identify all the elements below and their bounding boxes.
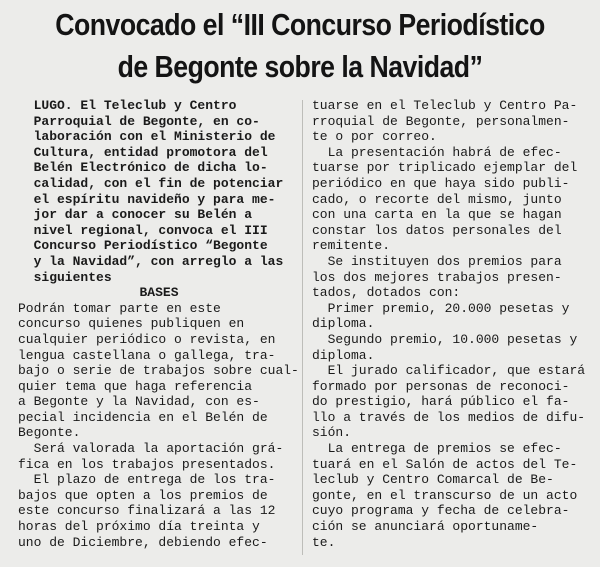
article-line: ción se anunciará oportuname- (312, 519, 539, 535)
article-line: siguientes (18, 269, 112, 285)
article-line: el espíritu navideño y para me- (18, 191, 276, 207)
article-line: quier tema que haga referencia (18, 378, 253, 394)
article-line: te. (312, 534, 336, 550)
article-line: tuará en el Salón de actos del Te- (312, 456, 578, 472)
article-line: Cultura, entidad promotora del (18, 144, 268, 160)
article-column-right (312, 98, 600, 550)
article-line: con una carta en la que se hagan (312, 207, 562, 223)
article-line: los dos mejores trabajos presen- (312, 269, 562, 285)
article-line: tados, dotados con: (312, 285, 461, 301)
article-line: a Begonte y la Navidad, con es- (18, 394, 260, 410)
article-line: horas del próximo día treinta y (18, 519, 260, 535)
article-line: calidad, con el fin de potenciar (18, 175, 284, 191)
article-line: bajos que opten a los premios de (18, 487, 268, 503)
article-line: te o por correo. (312, 129, 437, 145)
article-line: fica en los trabajos presentados. (18, 456, 276, 472)
article-line: tuarse por triplicado ejemplar del (312, 160, 578, 176)
article-line: sión. (312, 425, 352, 441)
article-line: formado por personas de reconoci- (312, 378, 570, 394)
article-line: Begonte. (18, 425, 81, 441)
headline (42, 4, 558, 88)
article-line: do prestigio, hará público el fa- (312, 394, 570, 410)
article-line: Parroquial de Begonte, en co- (18, 113, 260, 129)
article-line: rroquial de Begonte, personalmen- (312, 113, 570, 129)
article-line: tuarse en el Teleclub y Centro Pa- (312, 98, 578, 113)
article-line: laboración con el Ministerio de (18, 129, 276, 145)
article-line: cuyo programa y fecha de celebra- (312, 503, 570, 519)
article-line: Se instituyen dos premios para (312, 253, 562, 269)
article-line: pecial incidencia en el Belén de (18, 409, 268, 425)
article-line: este concurso finalizará a las 12 (18, 503, 276, 519)
article-line: leclub y Centro Comarcal de Be- (312, 472, 554, 488)
article-line: constar los datos personales del (312, 222, 562, 238)
article-line: La entrega de premios se efec- (312, 441, 562, 457)
article-line: cado, o recorte del mismo, junto (312, 191, 562, 207)
article-line: Concurso Periodístico “Begonte (18, 238, 268, 254)
column-divider (302, 100, 303, 555)
article-line: jor dar a conocer su Belén a (18, 207, 253, 223)
article-line: Podrán tomar parte en este (18, 300, 221, 316)
headline-line-1: Convocado el “III Concurso Periodístico (55, 7, 545, 42)
article-line: La presentación habrá de efec- (312, 144, 562, 160)
article-line: lengua castellana o gallega, tra- (18, 347, 276, 363)
article-line: uno de Diciembre, debiendo efec- (18, 534, 268, 550)
article-line: Primer premio, 20.000 pesetas y (312, 300, 570, 316)
headline-line-2: de Begonte sobre la Navidad” (117, 49, 483, 84)
article-line: LUGO. El Teleclub y Centro (18, 98, 237, 113)
article-line: y la Navidad”, con arreglo a las (18, 253, 284, 269)
article-line: diploma. (312, 347, 375, 363)
article-line: Segundo premio, 10.000 pesetas y (312, 331, 578, 347)
article-line: Será valorada la aportación grá- (18, 441, 284, 457)
article-line: El jurado calificador, que estará (312, 363, 586, 379)
article-line: Belén Electrónico de dicha lo- (18, 160, 268, 176)
article-line: bajo o serie de trabajos sobre cual- (18, 363, 299, 379)
article-line: concurso quienes publiquen en (18, 316, 245, 332)
article-line: gonte, en el transcurso de un acto (312, 487, 578, 503)
article-line: cualquier periódico o revista, en (18, 331, 276, 347)
article-line: periódico en que haya sido publi- (312, 175, 570, 191)
article-line: El plazo de entrega de los tra- (18, 472, 276, 488)
section-heading: BASES (139, 285, 179, 301)
article-line: diploma. (312, 316, 375, 332)
article-line: remitente. (312, 238, 391, 254)
article-line: llo a través de los medios de difu- (312, 409, 586, 425)
article-column-left (18, 98, 300, 550)
article-line: nivel regional, convoca el III (18, 222, 268, 238)
